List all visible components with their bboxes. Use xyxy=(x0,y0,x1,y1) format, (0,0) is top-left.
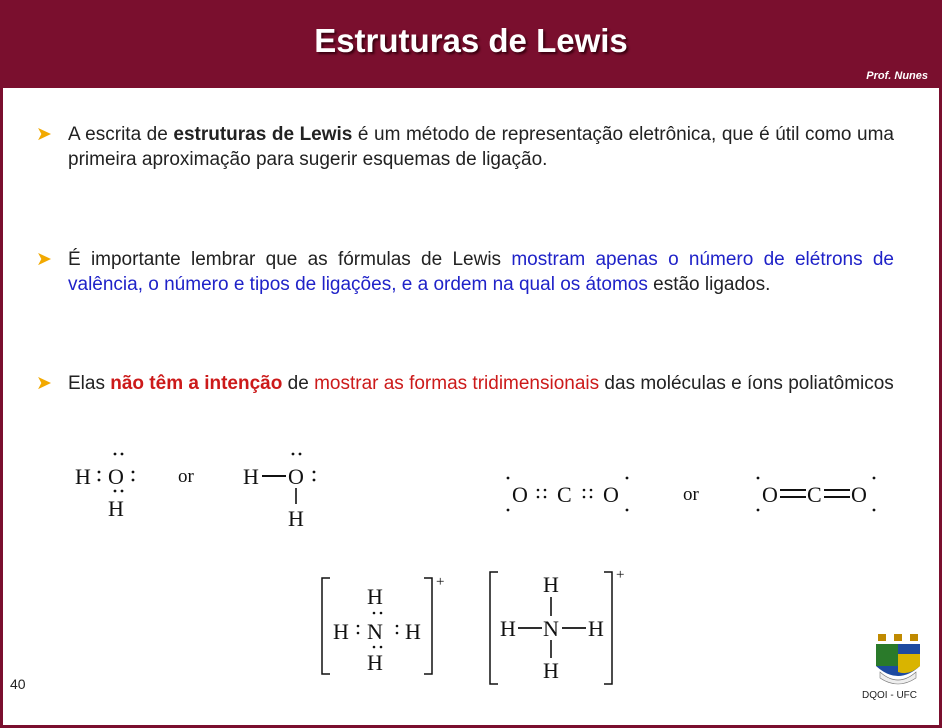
bullet-point-1 xyxy=(36,122,894,172)
page-number: 40 xyxy=(10,676,26,692)
or-label: or xyxy=(683,484,699,505)
water-lewis-lines xyxy=(243,453,315,531)
bullet-1-segment: A escrita de xyxy=(68,124,174,145)
bullet-3-segment: Elas xyxy=(68,373,111,394)
bullet-2-segment: estão ligados. xyxy=(647,274,771,295)
bullet-3-segment: mostrar as formas tridimensionais xyxy=(314,373,600,394)
svg-text:H: H xyxy=(367,650,383,675)
svg-text:+: + xyxy=(436,574,445,590)
bullet-1-segment: estruturas de Lewis xyxy=(173,124,353,145)
bullet-3-segment: das moléculas e íons poliatômicos xyxy=(599,373,894,394)
bullet-2-segment: É importante lembrar que as fórmulas de Lewis xyxy=(68,249,512,270)
author-label: Prof. Nunes xyxy=(866,70,928,82)
bullet-1-segment: , que é útil como uma primeira aproximação para sugerir esquemas de ligação. xyxy=(68,124,894,170)
bullet-text-1 xyxy=(68,122,894,172)
co2-lewis-lines xyxy=(757,477,876,512)
co2-lewis-dots xyxy=(507,477,629,512)
svg-text:H: H xyxy=(108,496,124,521)
water-lewis-dots xyxy=(75,453,134,521)
svg-text:H: H xyxy=(367,584,383,609)
svg-text:O: O xyxy=(603,482,619,507)
lewis-structures-figure xyxy=(0,440,942,690)
svg-text:O: O xyxy=(851,482,867,507)
bullet-3-segment: não têm a intenção xyxy=(110,373,283,394)
bullet-text-2 xyxy=(68,247,894,297)
title-bar xyxy=(0,0,942,88)
svg-text:H: H xyxy=(243,464,259,489)
svg-text:H: H xyxy=(543,572,559,597)
svg-text:+: + xyxy=(616,567,625,583)
svg-text:H: H xyxy=(405,619,421,644)
bullet-point-2 xyxy=(36,247,894,297)
svg-text:H: H xyxy=(588,616,604,641)
bullet-2-segment: mostram apenas o número de elétrons de valência, o número e tipos de ligações, e a ordem na qual os átomos xyxy=(68,249,894,295)
svg-text:N: N xyxy=(367,619,383,644)
university-crest-icon xyxy=(872,632,924,688)
svg-text:H: H xyxy=(75,464,91,489)
arrow-bullet-icon: ➤ xyxy=(36,249,52,270)
svg-text:H: H xyxy=(543,658,559,683)
svg-text:O: O xyxy=(288,464,304,489)
svg-text:O: O xyxy=(512,482,528,507)
bullet-1-segment: método de representação eletrônica xyxy=(405,124,711,145)
bullet-3-segment: de xyxy=(282,373,315,394)
bullet-text-3 xyxy=(68,371,894,396)
ammonium-lewis-dots xyxy=(322,574,444,675)
ammonium-lewis-lines xyxy=(490,567,624,684)
svg-text:H: H xyxy=(288,506,304,531)
svg-text:C: C xyxy=(557,482,572,507)
or-label: or xyxy=(178,466,194,487)
arrow-bullet-icon: ➤ xyxy=(36,124,52,145)
arrow-bullet-icon: ➤ xyxy=(36,373,52,394)
bullet-point-3 xyxy=(36,371,894,396)
slide-title: Estruturas de Lewis xyxy=(314,22,628,59)
svg-text:H: H xyxy=(333,619,349,644)
svg-text:C: C xyxy=(807,482,822,507)
svg-text:O: O xyxy=(108,464,124,489)
svg-text:N: N xyxy=(543,616,559,641)
bullet-1-segment: é um xyxy=(352,124,406,145)
footer-label: DQOI - UFC xyxy=(862,690,917,701)
svg-text:O: O xyxy=(762,482,778,507)
svg-text:H: H xyxy=(500,616,516,641)
